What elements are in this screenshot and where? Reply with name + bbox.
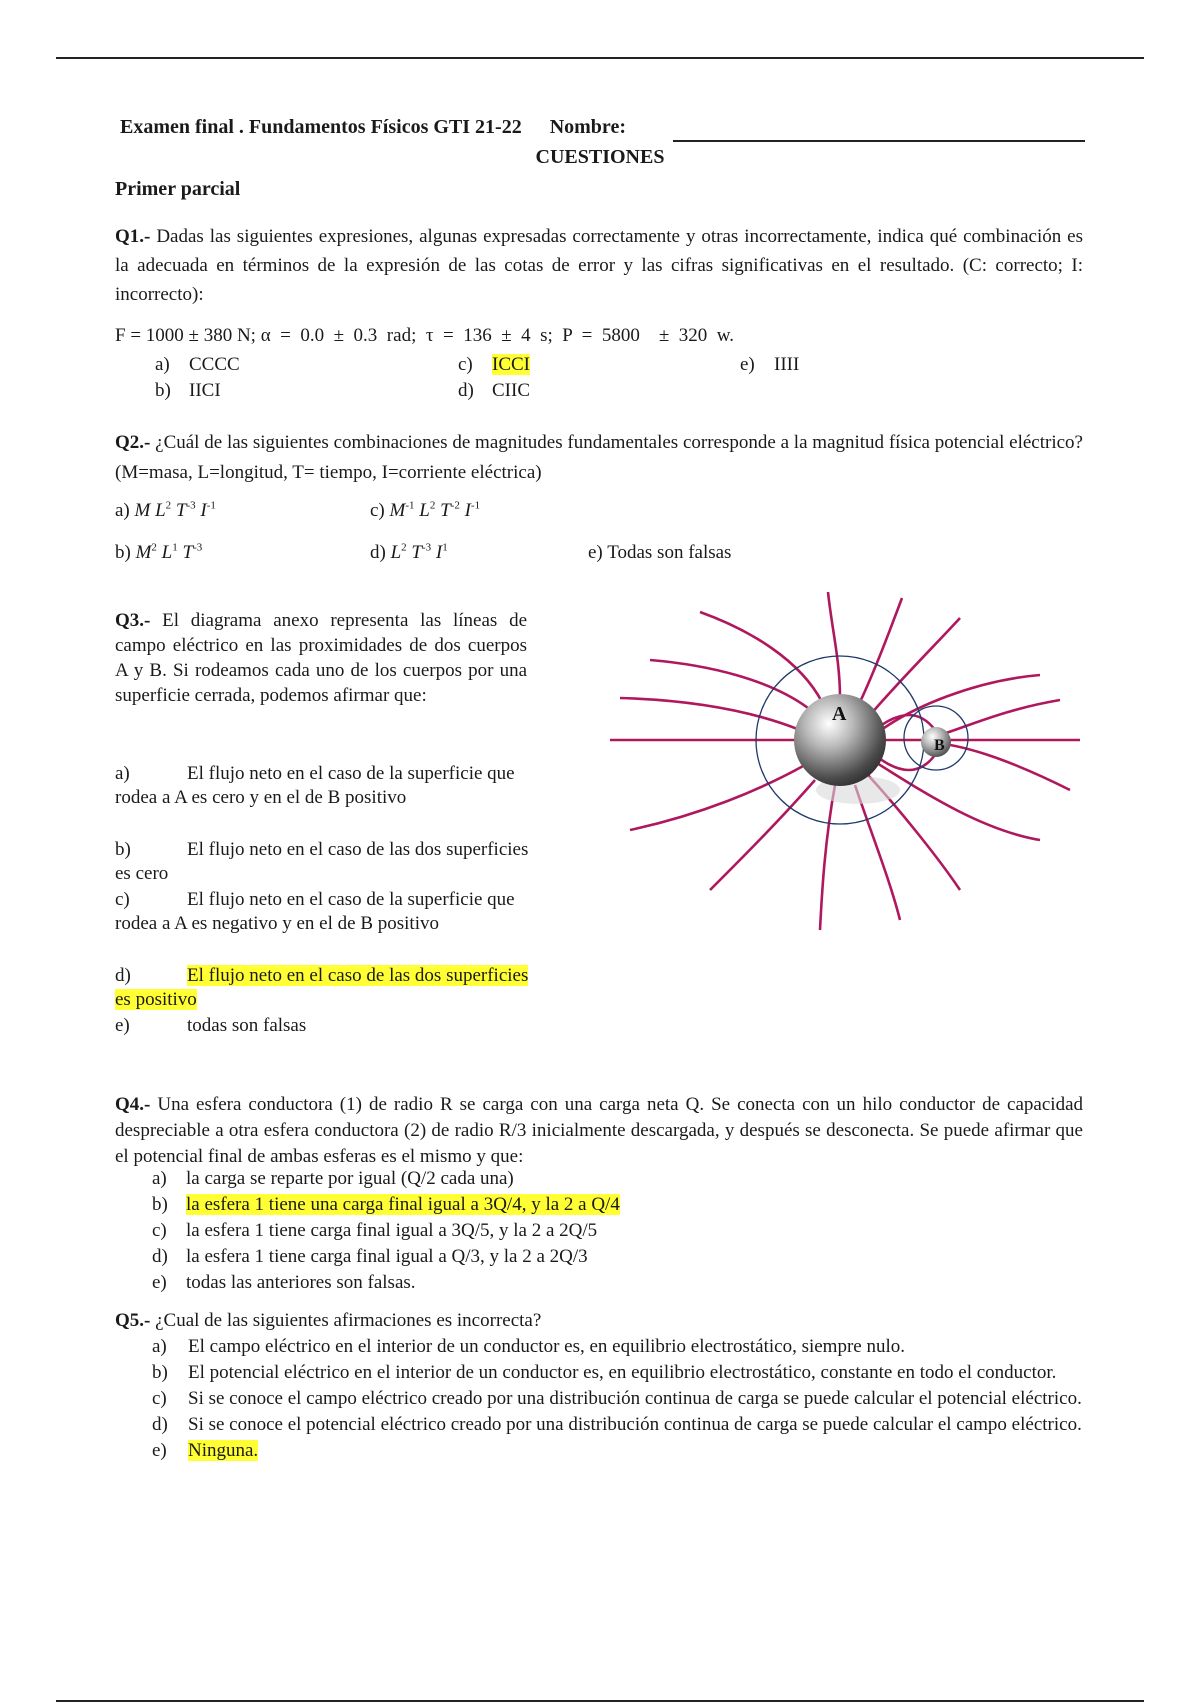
field-line <box>828 592 840 698</box>
name-input-line[interactable] <box>673 140 1085 142</box>
q3-statement <box>115 608 527 708</box>
q4-label: Q4.- <box>115 1094 151 1115</box>
q5-statement <box>115 1308 1083 1334</box>
q4-answer-highlight: la esfera 1 tiene una carga final igual a 3Q/4, y la 2 a Q/4 <box>186 1194 620 1215</box>
q1-option-a[interactable]: a) CCCC <box>155 354 240 375</box>
q1-option-c[interactable]: c) ICCI <box>458 354 530 375</box>
q4-option-b[interactable]: b) la esfera 1 tiene una carga final igual a 3Q/4, y la 2 a Q/4 <box>152 1194 620 1215</box>
q2-text: ¿Cuál de las siguientes combinaciones de magnitudes fundamentales corresponde a la magnitud física potencial eléctrico?(M=masa, L=longitud, T= tiempo, I=corriente eléctrica) <box>115 432 1083 483</box>
part-title: Primer parcial <box>115 178 241 200</box>
q2-statement <box>115 428 1083 488</box>
top-rule <box>56 57 1144 59</box>
q5-option-c[interactable]: c) Si se conoce el campo eléctrico creado por una distribución continua de carga se puede calcular el potencial eléctrico. <box>152 1388 1082 1409</box>
q2-label: Q2.- <box>115 432 151 453</box>
field-lines-diagram <box>600 590 1090 970</box>
field-line <box>700 612 822 702</box>
q1-option-e[interactable]: e) IIII <box>740 354 800 375</box>
q5-option-a[interactable]: a) El campo eléctrico en el interior de un conductor es, en equilibrio electrostático, siempre nulo. <box>152 1336 905 1357</box>
q1-option-b[interactable]: b) IICI <box>155 380 221 401</box>
exam-title: Examen final . Fundamentos Físicos GTI 21-22 <box>120 116 522 138</box>
q4-statement <box>115 1092 1083 1170</box>
q5-answer-highlight: Ninguna. <box>188 1440 259 1461</box>
field-line <box>930 700 1060 738</box>
q3-option-d[interactable]: d) El flujo neto en el caso de las dos superficies es positivo <box>115 965 529 1010</box>
q1-text: Dadas las siguientes expresiones, algunas expresadas correctamente y otras incorrectamente, indica qué combinación es la adecuada en términos de la expresión de las cotas de error y las cifras significativas en el resultado. (C: correcto; I: incorrecto): <box>115 226 1083 305</box>
q3-option-e[interactable]: e) todas son falsas <box>115 1015 307 1036</box>
sphere-b-label: B <box>934 737 945 754</box>
q2-option-b[interactable]: b) $M^2$ $L^1$ $T^{-3}$ <box>115 541 203 563</box>
q1-statement <box>115 222 1083 309</box>
q5-label: Q5.- <box>115 1310 151 1331</box>
q5-option-e[interactable]: e) Ninguna. <box>152 1440 259 1461</box>
q3-option-a[interactable]: a) El flujo neto en el caso de la superficie que rodea a A es cero y en el de B positivo <box>115 763 515 808</box>
q3-option-c[interactable]: c) El flujo neto en el caso de la superficie que rodea a A es negativo y en el de B positivo <box>115 889 515 934</box>
q2-option-c[interactable]: c) $M^{-1}$ $L^2$ $T^{-2}$ $I^{-1}$ <box>370 499 481 521</box>
q3-text: El diagrama anexo representa las líneas de campo eléctrico en las proximidades de dos cuerpos A y B. Si rodeamos cada uno de los cuerpos por una superficie cerrada, podemos afirmar que: <box>115 610 528 706</box>
field-line <box>710 780 815 890</box>
q3-answer-highlight: El flujo neto en el caso de las dos superficies es positivo <box>115 965 529 1010</box>
q1-expression: F = 1000 ± 380 N; α = 0.0 ± 0.3 rad; τ = 136 ± 4 s; P = 5800 ± 320 w. <box>115 325 735 346</box>
q1-option-d[interactable]: d) CIIC <box>458 380 530 401</box>
q3-option-b[interactable]: b) El flujo neto en el caso de las dos superficies es cero <box>115 839 529 884</box>
field-line <box>620 698 800 730</box>
q5-options <box>152 1334 1084 1463</box>
name-label: Nombre: <box>549 116 626 138</box>
field-line <box>872 760 1040 840</box>
q3-options <box>115 762 535 1042</box>
q4-option-a[interactable]: a) la carga se reparte por igual (Q/2 cada una) <box>152 1168 514 1189</box>
q4-option-c[interactable]: c) la esfera 1 tiene carga final igual a 3Q/5, y la 2 a 2Q/5 <box>152 1220 598 1241</box>
q4-text: Una esfera conductora (1) de radio R se carga con una carga neta Q. Se conecta con un hilo conductor de capacidad despreciable a otra esfera conductora (2) de radio R/3 inicialmente descargada, y después se desconecta. Se puede afirmar que el potencial final de ambas esferas es el mismo y que: <box>115 1094 1084 1167</box>
sphere-a-label: A <box>832 703 847 725</box>
q5-option-b[interactable]: b) El potencial eléctrico en el interior de un conductor es, en equilibrio electrostático, constante en todo el conductor. <box>152 1362 1057 1383</box>
field-line <box>820 785 835 930</box>
q1-answer-highlight: ICCI <box>492 354 530 375</box>
q2-option-d[interactable]: d) $L^2$ $T^{-3}$ $I^1$ <box>370 541 448 563</box>
q5-option-d[interactable]: d) Si se conoce el potencial eléctrico creado por una distribución continua de carga se puede calcular el campo eléctrico. <box>152 1414 1082 1435</box>
exam-header <box>120 116 626 139</box>
q1-label: Q1.- <box>115 226 151 247</box>
q3-label: Q3.- <box>115 610 151 631</box>
q2-option-a[interactable]: a) M $L^2$ $T^{-3}$ $I^{-1}$ <box>115 499 216 521</box>
q5-text: ¿Cual de las siguientes afirmaciones es incorrecta? <box>155 1310 542 1331</box>
section-title: CUESTIONES <box>535 146 665 168</box>
q4-option-e[interactable]: e) todas las anteriores son falsas. <box>152 1272 416 1293</box>
field-line <box>870 618 960 715</box>
q4-option-d[interactable]: d) la esfera 1 tiene carga final igual a Q/3, y la 2 a 2Q/3 <box>152 1246 588 1267</box>
q2-option-e[interactable]: e) Todas son falsas <box>588 542 732 563</box>
